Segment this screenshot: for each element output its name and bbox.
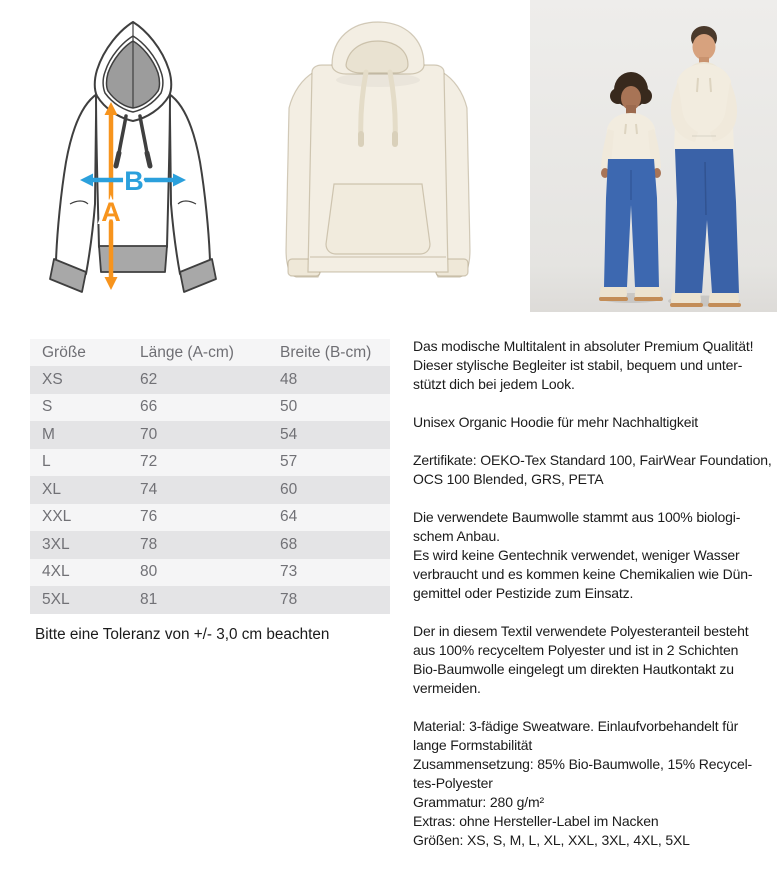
- models-wearing-hoodie-image: [530, 0, 777, 312]
- description-paragraph: Der in diesem Textil verwendete Polyesteranteil besteht aus 100% recyceltem Polyester und ist in 2 Schichten Bio-Baumwolle eingelegt um direkten Hautkontakt zu vermeiden.: [413, 623, 749, 696]
- size-table-cell: 57: [268, 449, 390, 477]
- description-paragraph: Unisex Organic Hoodie für mehr Nachhaltigkeit: [413, 414, 699, 430]
- size-table-cell: XXL: [30, 504, 128, 532]
- size-table-cell: 78: [268, 586, 390, 614]
- size-table-row: [30, 476, 390, 504]
- flat-lay-hoodie: [286, 22, 470, 277]
- size-table-header: [30, 339, 390, 366]
- size-table-header-size: Größe: [30, 339, 128, 366]
- size-table-row: [30, 394, 390, 422]
- size-table-cell: 66: [128, 394, 268, 422]
- size-table-row: [30, 559, 390, 587]
- size-table-cell: 70: [128, 421, 268, 449]
- size-table-cell: 68: [268, 531, 390, 559]
- hoodie-measurement-diagram: [30, 14, 236, 306]
- size-table-cell: 4XL: [30, 559, 128, 587]
- size-table-cell: 76: [128, 504, 268, 532]
- description-paragraph: Die verwendete Baumwolle stammt aus 100% biologi- schem Anbau. Es wird keine Gentechnik verwendet, weniger Wasser verbraucht und es kommen keine Chemikalien wie Dün- gemittel oder Pestizide zum Einsatz.: [413, 509, 753, 601]
- size-table-cell: 54: [268, 421, 390, 449]
- size-table-row: [30, 504, 390, 532]
- hoodie-flat-lay-image: [256, 12, 500, 302]
- size-table-header-length: Länge (A-cm): [128, 339, 268, 366]
- size-table-cell: XL: [30, 476, 128, 504]
- size-table-cell: L: [30, 449, 128, 477]
- size-table-cell: 3XL: [30, 531, 128, 559]
- size-table-cell: S: [30, 394, 128, 422]
- size-table-cell: 81: [128, 586, 268, 614]
- size-table-cell: 62: [128, 366, 268, 394]
- size-table: [30, 339, 390, 614]
- size-table-row: [30, 449, 390, 477]
- size-table-cell: 60: [268, 476, 390, 504]
- size-table-row: [30, 531, 390, 559]
- length-arrow-label: A: [101, 197, 121, 227]
- size-table-cell: M: [30, 421, 128, 449]
- size-table-cell: 5XL: [30, 586, 128, 614]
- tolerance-note: Bitte eine Toleranz von +/- 3,0 cm beachten: [35, 626, 330, 643]
- size-table-cell: 73: [268, 559, 390, 587]
- size-table-cell: 64: [268, 504, 390, 532]
- size-table-cell: 72: [128, 449, 268, 477]
- size-table-row: [30, 366, 390, 394]
- size-table-cell: 50: [268, 394, 390, 422]
- description-paragraph: Material: 3-fädige Sweatware. Einlaufvorbehandelt für lange Formstabilität Zusammensetzung: 85% Bio-Baumwolle, 15% Recycel- tes-Polyester Grammatur: 280 g/m² Extras: ohne Hersteller-Label im Nacken Größen: XS, S, M, L, XL, XXL, 3XL, 4XL, 5XL: [413, 718, 753, 848]
- size-table-cell: XS: [30, 366, 128, 394]
- size-table-row: [30, 421, 390, 449]
- hoodie-line-art: [50, 22, 216, 292]
- width-arrow-label: B: [124, 166, 144, 196]
- size-table-cell: 80: [128, 559, 268, 587]
- size-table-cell: 78: [128, 531, 268, 559]
- description-paragraph: Das modische Multitalent in absoluter Premium Qualität! Dieser stylische Begleiter ist stabil, bequem und unter- stützt dich bei jedem Look.: [413, 338, 754, 392]
- size-table-cell: 74: [128, 476, 268, 504]
- product-description: [413, 337, 777, 850]
- description-paragraph: Zertifikate: OEKO-Tex Standard 100, FairWear Foundation, OCS 100 Blended, GRS, PETA: [413, 452, 772, 487]
- size-table-cell: 48: [268, 366, 390, 394]
- size-table-row: [30, 586, 390, 614]
- size-table-header-width: Breite (B-cm): [268, 339, 390, 366]
